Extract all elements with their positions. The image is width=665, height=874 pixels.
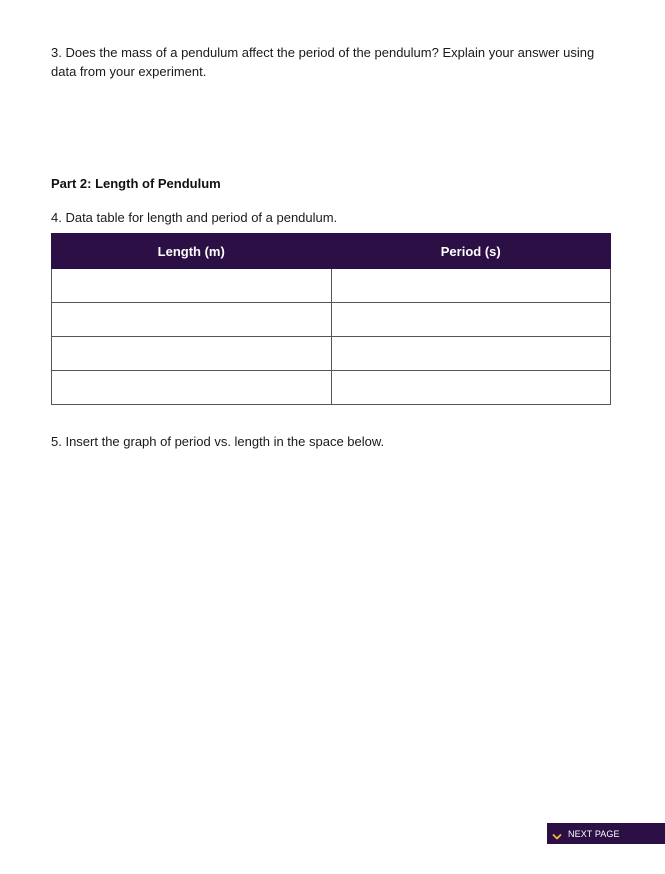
table-row — [52, 269, 611, 303]
length-cell[interactable] — [52, 371, 332, 405]
column-header-length: Length (m) — [52, 234, 332, 269]
period-cell[interactable] — [331, 269, 611, 303]
length-period-data-table — [51, 233, 611, 405]
length-cell[interactable] — [52, 337, 332, 371]
table-row — [52, 303, 611, 337]
period-cell[interactable] — [331, 337, 611, 371]
chevron-down-icon — [552, 829, 562, 839]
length-cell[interactable] — [52, 303, 332, 337]
part-2-heading: Part 2: Length of Pendulum — [51, 176, 221, 191]
question-4: 4. Data table for length and period of a pendulum. — [51, 210, 338, 225]
table-row — [52, 337, 611, 371]
table-row — [52, 371, 611, 405]
period-cell[interactable] — [331, 303, 611, 337]
table-header-row — [52, 234, 611, 269]
length-cell[interactable] — [52, 269, 332, 303]
question-5: 5. Insert the graph of period vs. length in the space below. — [51, 434, 385, 449]
question-3: 3. Does the mass of a pendulum affect the period of the pendulum? Explain your answer using data from your experiment. — [51, 45, 595, 79]
next-page-button[interactable] — [547, 823, 665, 844]
column-header-period: Period (s) — [331, 234, 611, 269]
period-cell[interactable] — [331, 371, 611, 405]
next-page-label: NEXT PAGE — [568, 828, 620, 839]
